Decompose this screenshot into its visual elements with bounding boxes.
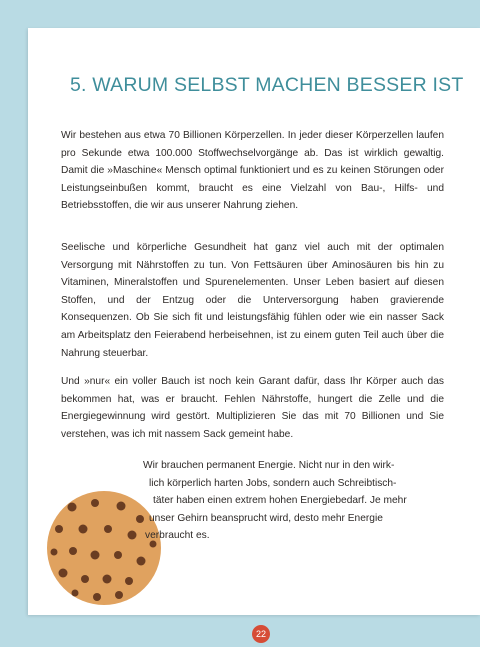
paragraph-full-belly: Und »nur« ein voller Bauch ist noch kein Garant dafür, dass Ihr Körper auch das bekommen hat, was er braucht. Fehlen Nährstoffe, hungert die Zelle und die Energiegewinnung wird gestört. Multiplizieren Sie das mit 70 Billionen und Sie verstehen, was ich mit nassem Sack gemeint habe.	[61, 376, 444, 440]
energy-line: Wir brauchen permanent Energie. Nicht nur in den wirk-	[143, 460, 395, 471]
chapter-title: 5. WARUM SELBST MACHEN BESSER IST	[70, 74, 464, 96]
paragraph-cells: Wir bestehen aus etwa 70 Billionen Körperzellen. In jeder dieser Körperzellen laufen pro Sekunde etwa 100.000 Stoffwechselvorgänge ab. Das ist wirklich gewaltig. Damit die »Maschine« Mensch optimal funktioniert und es zu keinen Störungen oder Leistungseinbußen kommt, braucht es eine Vielzahl von Bau-, Hilfs- und Betriebsstoffen, die wir aus unserer Nahrung ziehen.	[61, 130, 444, 212]
energy-line: verbraucht es.	[145, 530, 210, 542]
page-number-badge: 22	[252, 625, 270, 643]
energy-line: täter haben einen extrem hohen Energiebedarf. Je mehr	[153, 495, 407, 507]
energy-line: unser Gehirn beansprucht wird, desto mehr Energie	[149, 512, 383, 524]
energy-paragraph	[143, 457, 444, 545]
paragraph-health: Seelische und körperliche Gesundheit hat ganz viel auch mit der optimalen Versorgung mit Nährstoffen zu tun. Von Fettsäuren über Aminosäuren bis hin zu Vitaminen, Mineralstoffen und Spurenelementen. Unser Leben basiert auf diesen Stoffen, und der Entzug oder die Unterversorgung haben gravierende Konsequenzen. Ob Sie sich fit und leistungsfähig fühlen oder wie ein nasser Sack am Arbeitsplatz den Feierabend herbeisehnen, ist zu einem guten Teil auch über die Nahrung steuerbar.	[61, 242, 444, 359]
book-page	[28, 28, 480, 639]
energy-line: lich körperlich harten Jobs, sondern auch Schreibtisch-	[149, 477, 397, 489]
